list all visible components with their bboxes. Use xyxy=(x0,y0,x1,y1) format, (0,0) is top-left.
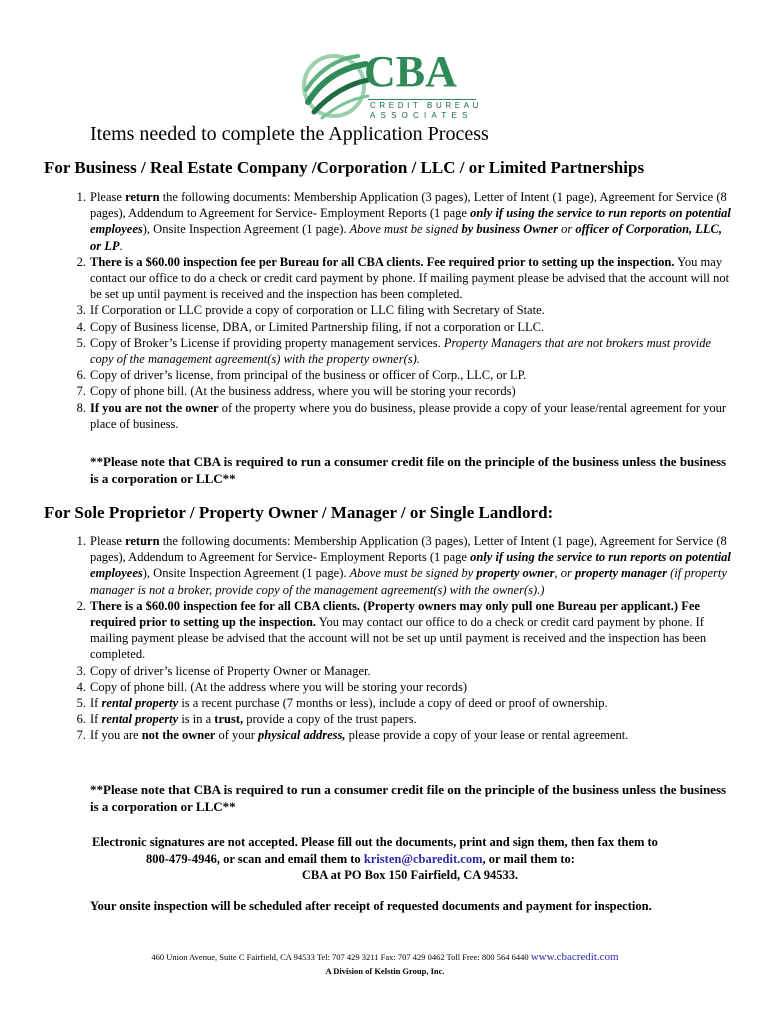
text-run: Property Managers that are not brokers must provide copy of the management agreement(s) with the property owner(s). xyxy=(90,335,712,367)
list-item xyxy=(52,383,732,399)
text-run: Copy of Business license, DBA, or Limited Partnership filing, if not a corporation or LLC. xyxy=(90,319,545,334)
text-run: property owner xyxy=(476,566,555,581)
text-run: rental property xyxy=(101,712,179,727)
list-item xyxy=(52,679,732,695)
text-run: of the property where you do business, please provide a copy of your lease/rental agreement for your place of business. xyxy=(90,400,727,431)
text-run: Copy of phone bill. (At the address where you will be storing your records) xyxy=(90,679,468,694)
email-link[interactable]: kristen@cbaredit.com xyxy=(363,851,483,866)
text-run: property manager xyxy=(574,566,667,581)
list-item-number: 5. xyxy=(76,696,86,711)
text-run: If Corporation or LLC provide a copy of corporation or LLC filing with Secretary of State. xyxy=(90,303,545,318)
text-run: If you are not the owner xyxy=(90,400,219,415)
list-item-number: 1. xyxy=(76,534,86,548)
list-item xyxy=(52,189,732,254)
list-item-number: 4. xyxy=(76,319,86,334)
text-run: If you are xyxy=(90,728,142,743)
section-heading-sole-proprietor: For Sole Proprietor / Property Owner / Manager / or Single Landlord: xyxy=(44,503,554,522)
text-run: Please xyxy=(90,190,126,204)
text-run: Above must be signed by xyxy=(349,566,477,581)
footer-division: A Division of Kelstin Group, Inc. xyxy=(325,966,445,976)
list-item xyxy=(52,727,732,743)
text-run: officer of Corporation, LLC, or LP xyxy=(90,222,723,253)
text-run: of your xyxy=(215,728,259,743)
list-item-number: 4. xyxy=(76,679,86,694)
submission-line-2 xyxy=(60,851,760,868)
text-run: Copy of phone bill. (At the business address, where you will be storing your records) xyxy=(90,384,516,399)
mail-text: , or mail them to: xyxy=(482,851,575,866)
text-run: , or xyxy=(554,566,575,581)
logo-divider xyxy=(368,99,476,100)
text-run: return xyxy=(125,190,160,204)
logo-wordmark: CBA xyxy=(364,47,457,96)
list-item-text xyxy=(90,302,732,318)
mailing-address: CBA at PO Box 150 Fairfield, CA 94533. xyxy=(301,868,519,882)
list-item xyxy=(52,335,732,367)
text-run: is a recent purchase (7 months or less), include a copy of deed or proof of ownership. xyxy=(178,696,608,711)
list-item xyxy=(52,663,732,679)
list-item-text xyxy=(90,663,732,679)
list-item xyxy=(52,400,732,432)
list-item-number: 6. xyxy=(76,368,86,383)
logo-subtitle-2: ASSOCIATES xyxy=(370,111,473,120)
text-run: You may contact our office to do a check or credit card payment by phone. If mailing payment please be advised that the account will not be set up until payment is received and the inspection has been completed. xyxy=(90,254,730,302)
text-run: Copy of Broker’s License if providing property management services. xyxy=(90,335,444,350)
cba-logo xyxy=(298,47,482,122)
text-run: ), Onsite Inspection Agreement (1 page). xyxy=(142,222,350,237)
text-run: Copy of driver’s license, from principal of the business or officer of Corp., LLC, or LP. xyxy=(90,368,527,383)
list-item-number: 7. xyxy=(76,384,86,399)
list-item xyxy=(52,695,732,711)
section-heading-business: For Business / Real Estate Company /Corporation / LLC / or Limited Partnerships xyxy=(44,158,645,177)
list-item-text xyxy=(90,533,732,598)
list-item-number: 5. xyxy=(76,335,86,350)
text-run: Please xyxy=(90,534,126,548)
text-run: by business Owner xyxy=(461,222,558,237)
list-item-number: 8. xyxy=(76,400,86,415)
list-item-text xyxy=(90,727,732,743)
text-run: Above must be signed xyxy=(349,222,462,237)
list-item-text xyxy=(90,319,732,335)
list-item-number: 7. xyxy=(76,728,86,743)
list-item xyxy=(52,302,732,318)
text-run: provide a copy of the trust papers. xyxy=(243,712,417,727)
text-run: (if property manager is not a broker, provide copy of the management agreement(s) with the owner(s).) xyxy=(90,566,727,597)
list-item-text xyxy=(90,711,732,727)
list-item-text xyxy=(90,189,732,254)
logo-subtitle-1: CREDIT BUREAU xyxy=(370,101,482,110)
list-item-number: 2. xyxy=(76,598,86,613)
submission-instructions xyxy=(60,834,760,884)
footer-address: 460 Union Avenue, Suite C Fairfield, CA 94533 Tel: 707 429 3211 Fax: 707 429 0462 Toll Free: 800 564 6440 xyxy=(151,952,529,962)
text-run: physical address, xyxy=(258,728,346,743)
page-title: Items needed to complete the Application Process xyxy=(90,123,489,145)
text-run: or xyxy=(557,222,576,237)
text-run: If xyxy=(90,696,102,711)
list-item-number: 3. xyxy=(76,663,86,678)
text-run: the following documents: Membership Application (3 pages), Letter of Intent (1 page), Agreement for Service (8 pages), Addendum to Agreement for Service- Employment Reports (1 page xyxy=(90,190,727,221)
text-run: return xyxy=(125,534,160,548)
list-item-text xyxy=(90,695,732,711)
text-run: not the owner xyxy=(141,728,216,743)
sole-proprietor-requirements-list xyxy=(52,533,732,744)
business-requirements-list xyxy=(52,189,732,432)
text-run: There is a $60.00 inspection fee per Bureau for all CBA clients. Fee required prior to setting up the inspection. xyxy=(90,254,675,269)
list-item-text xyxy=(90,254,732,303)
text-run: ), Onsite Inspection Agreement (1 page). xyxy=(142,566,350,581)
list-item-text xyxy=(90,383,732,399)
website-link[interactable]: www.cbacredit.com xyxy=(530,951,619,963)
list-item xyxy=(52,598,732,663)
text-run: . xyxy=(119,238,123,253)
fax-text: 800-479-4946, or scan and email them to xyxy=(146,851,364,866)
list-item-text xyxy=(90,335,732,367)
inspection-schedule-note: Your onsite inspection will be scheduled after receipt of requested documents and payment for inspection. xyxy=(90,899,652,913)
list-item-text xyxy=(90,679,732,695)
text-run: only if using the service to run reports on potential employees xyxy=(90,550,731,581)
text-run: is in a xyxy=(178,712,215,727)
list-item xyxy=(52,367,732,383)
text-run: Copy of driver’s license of Property Owner or Manager. xyxy=(90,663,371,678)
list-item-number: 3. xyxy=(76,303,86,318)
text-run: If xyxy=(90,712,102,727)
list-item-number: 6. xyxy=(76,712,86,727)
list-item-number: 2. xyxy=(76,254,86,269)
text-run: only if using the service to run reports on potential employees xyxy=(90,206,731,237)
footer-contact xyxy=(0,952,770,963)
text-run: trust, xyxy=(214,712,244,727)
list-item xyxy=(52,711,732,727)
business-credit-note: **Please note that CBA is required to run a consumer credit file on the principle of the business unless the business is a corporation or LLC** xyxy=(90,454,727,486)
list-item xyxy=(52,533,732,598)
text-run: please provide a copy of your lease or rental agreement. xyxy=(345,728,629,743)
text-run: You may contact our office to do a check or credit card payment by phone. If mailing payment please be advised that the account will not be set up until payment is received and the inspection has been completed. xyxy=(90,615,707,662)
globe-swoosh-icon xyxy=(298,50,370,122)
list-item xyxy=(52,319,732,335)
list-item xyxy=(52,254,732,303)
text-run: There is a $60.00 inspection fee for all CBA clients. (Property owners may only pull one Bureau per applicant.) Fee required prior to setting up the inspection. xyxy=(90,598,700,630)
sole-proprietor-credit-note: **Please note that CBA is required to run a consumer credit file on the principle of the business unless the business is a corporation or LLC** xyxy=(90,782,727,814)
list-item-number: 1. xyxy=(76,190,86,204)
list-item-text xyxy=(90,367,732,383)
list-item-text xyxy=(90,400,732,432)
submission-line-1: Electronic signatures are not accepted. Please fill out the documents, print and sign them, then fax them to xyxy=(92,835,658,849)
list-item-text xyxy=(90,598,732,663)
text-run: rental property xyxy=(101,696,179,711)
text-run: the following documents: Membership Application (3 pages), Letter of Intent (1 page), Agreement for Service (8 pages), Addendum to Agreement for Service- Employment Reports (1 page xyxy=(90,534,727,565)
